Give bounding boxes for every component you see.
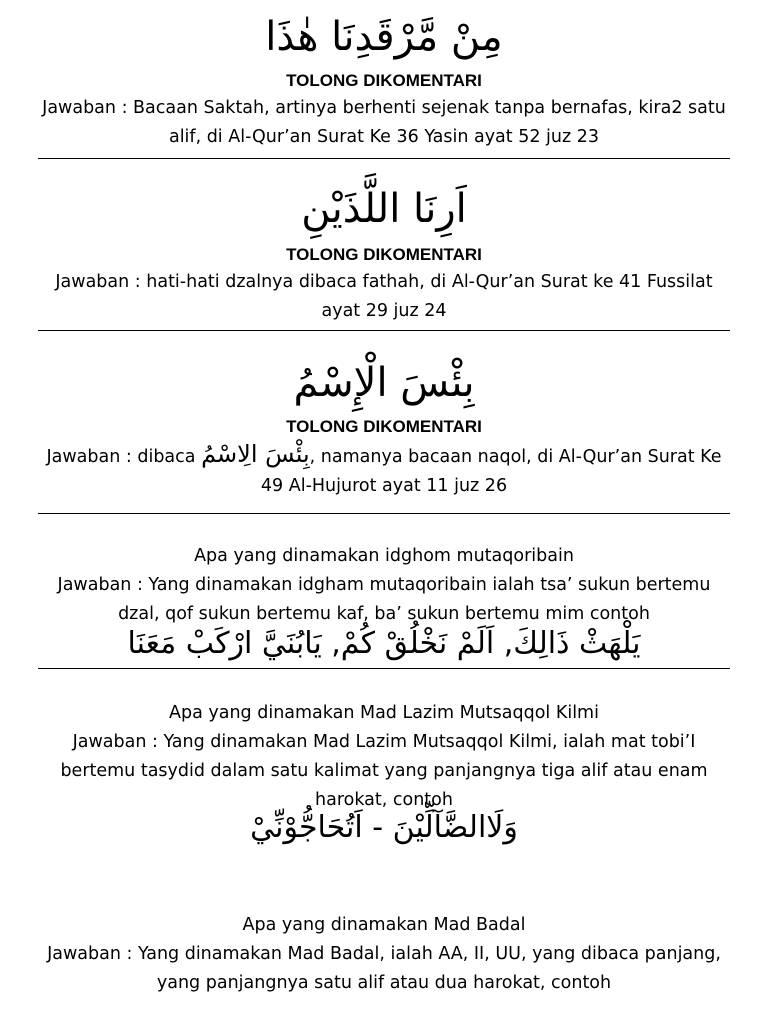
question-text: Apa yang dinamakan idghom mutaqoribain bbox=[194, 546, 574, 566]
section-idghom-mutaqoribain bbox=[38, 542, 730, 662]
section-naqol bbox=[38, 360, 730, 501]
section-saktah bbox=[38, 14, 730, 152]
arabic-example: وَلَاالضَّآلِّيْنَ - اَتُحَاجُّوْنِّيْ bbox=[250, 810, 518, 845]
section-divider bbox=[38, 158, 730, 159]
arabic-verse: اَرِنَا اللَّذَيْنِ bbox=[301, 186, 467, 232]
answer-suffix: , namanya bacaan naqol, di Al-Qur’an Surat Ke 49 Al-Hujurot ayat 11 juz 26 bbox=[260, 447, 722, 496]
section-dzal-fathah bbox=[38, 186, 730, 326]
answer-text: Jawaban : Bacaan Saktah, artinya berhenti sejenak tanpa bernafas, kira2 satu alif, di Al-Qur’an Surat Ke 36 Yasin ayat 52 juz 23 bbox=[42, 98, 726, 147]
answer-text: Jawaban : hati-hati dzalnya dibaca fathah, di Al-Qur’an Surat ke 41 Fussilat ayat 29 juz 24 bbox=[55, 272, 713, 321]
section-divider bbox=[38, 513, 730, 514]
section-divider bbox=[38, 330, 730, 331]
arabic-example: يَلْهَثْ ذَالِكَ, اَلَمْ نَخْلُقْ كُمْ, يَابُنَيَّ ارْكَبْ مَعَنَا bbox=[127, 626, 641, 661]
question-text: Apa yang dinamakan Mad Lazim Mutsaqqol Kilmi bbox=[169, 703, 599, 723]
answer-text: Jawaban : Yang dinamakan idgham mutaqoribain ialah tsa’ sukun bertemu dzal, qof sukun bertemu kaf, ba’ sukun bertemu mim contoh bbox=[57, 575, 711, 624]
answer-text: Jawaban : Yang dinamakan Mad Lazim Mutsaqqol Kilmi, ialah mat tobi’I bertemu tasydid dalam satu kalimat yang panjangnya tiga alif atau enam harokat, contoh bbox=[60, 732, 708, 810]
question-text: Apa yang dinamakan Mad Badal bbox=[242, 915, 526, 935]
arabic-verse: مِنْ مَّرْقَدِنَا هٰذَا bbox=[265, 14, 503, 60]
answer-text bbox=[38, 440, 730, 501]
arabic-verse: بِئْسَ الْإِسْمُ bbox=[293, 360, 475, 406]
answer-prefix: Jawaban : dibaca bbox=[46, 447, 202, 467]
section-heading: TOLONG DIKOMENTARI bbox=[286, 71, 482, 90]
section-mad-badal bbox=[38, 911, 730, 998]
answer-text: Jawaban : Yang dinamakan Mad Badal, ialah AA, II, UU, yang dibaca panjang, yang panjangnya satu alif atau dua harokat, contoh bbox=[47, 944, 721, 993]
section-mad-lazim bbox=[38, 699, 730, 846]
section-divider bbox=[38, 668, 730, 669]
section-heading: TOLONG DIKOMENTARI bbox=[286, 417, 482, 436]
section-heading: TOLONG DIKOMENTARI bbox=[286, 245, 482, 264]
inline-arabic-word: بِئْسَ الِاسْمُ bbox=[201, 440, 310, 468]
